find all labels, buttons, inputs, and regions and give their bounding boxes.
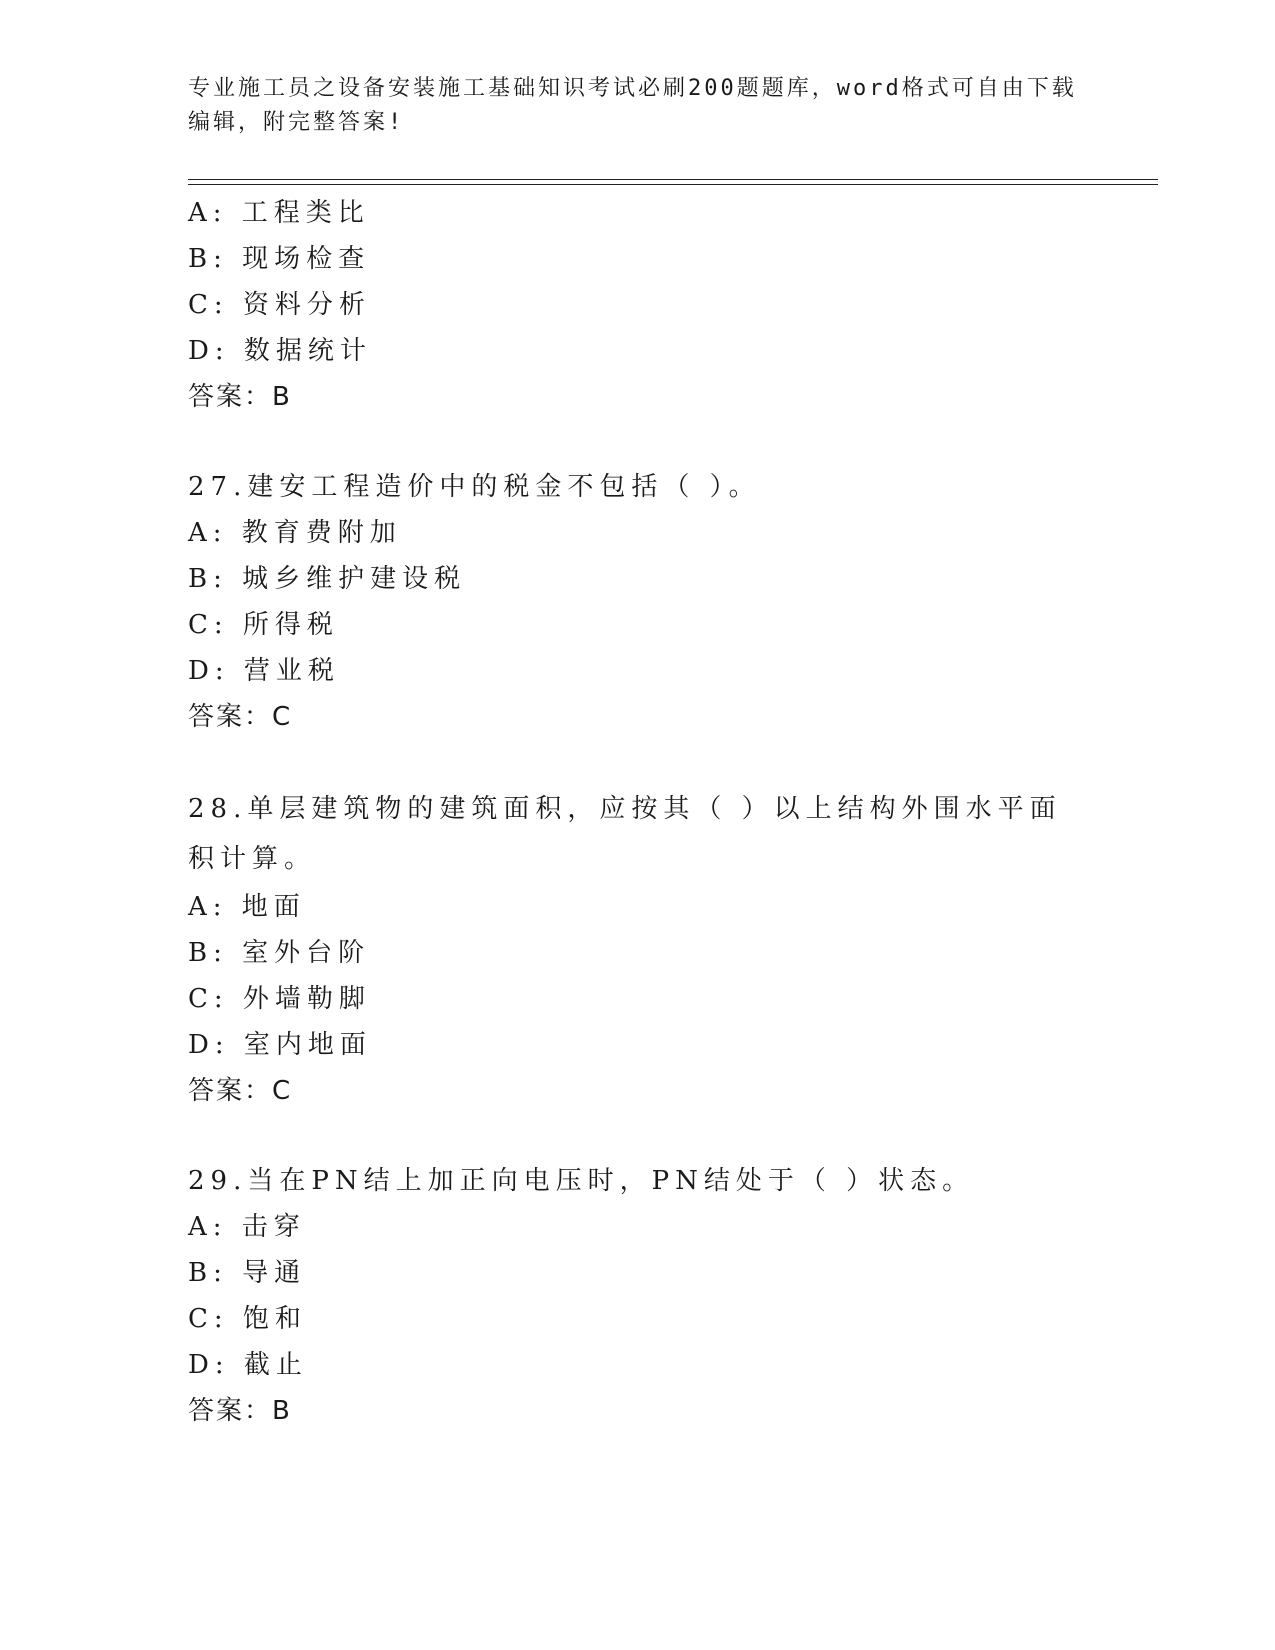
answer: 答案：B: [188, 382, 292, 412]
option-a: A: 击穿: [188, 1212, 306, 1242]
question-block: [188, 464, 1088, 740]
option-c: C: 外墙勒脚: [188, 984, 371, 1014]
question-text: 28.单层建筑物的建筑面积，应按其（ ）以上结构外围水平面积计算。: [188, 794, 1062, 874]
option-a: A: 工程类比: [188, 198, 370, 228]
header-divider-bottom: [188, 184, 1158, 185]
option-a: A: 地面: [188, 892, 306, 922]
option-d: D: 室内地面: [188, 1030, 372, 1060]
question-block: [188, 190, 1088, 420]
option-c: C: 饱和: [188, 1304, 307, 1334]
header-divider-top: [188, 179, 1158, 180]
answer: 答案：C: [188, 702, 293, 732]
option-d: D: 营业税: [188, 656, 340, 686]
question-text: 29.当在PN结上加正向电压时，PN结处于（ ）状态。: [188, 1166, 975, 1196]
option-c: C: 资料分析: [188, 290, 371, 320]
option-a: A: 教育费附加: [188, 518, 402, 548]
option-b: B: 室外台阶: [188, 938, 371, 968]
option-b: B: 现场检查: [188, 244, 371, 274]
question-text: 27.建安工程造价中的税金不包括（ ）。: [188, 472, 761, 502]
question-list: [188, 190, 1088, 1434]
option-c: C: 所得税: [188, 610, 339, 640]
question-block: [188, 1158, 1088, 1434]
option-d: D: 数据统计: [188, 336, 372, 366]
option-d: D: 截止: [188, 1350, 308, 1380]
question-block: [188, 784, 1088, 1114]
option-b: B: 导通: [188, 1258, 307, 1288]
option-b: B: 城乡维护建设税: [188, 564, 467, 594]
answer: 答案：C: [188, 1076, 293, 1106]
document-header: 专业施工员之设备安装施工基础知识考试必刷200题题库，word格式可自由下载编辑，附完整答案!: [188, 76, 1077, 135]
answer: 答案：B: [188, 1396, 292, 1426]
